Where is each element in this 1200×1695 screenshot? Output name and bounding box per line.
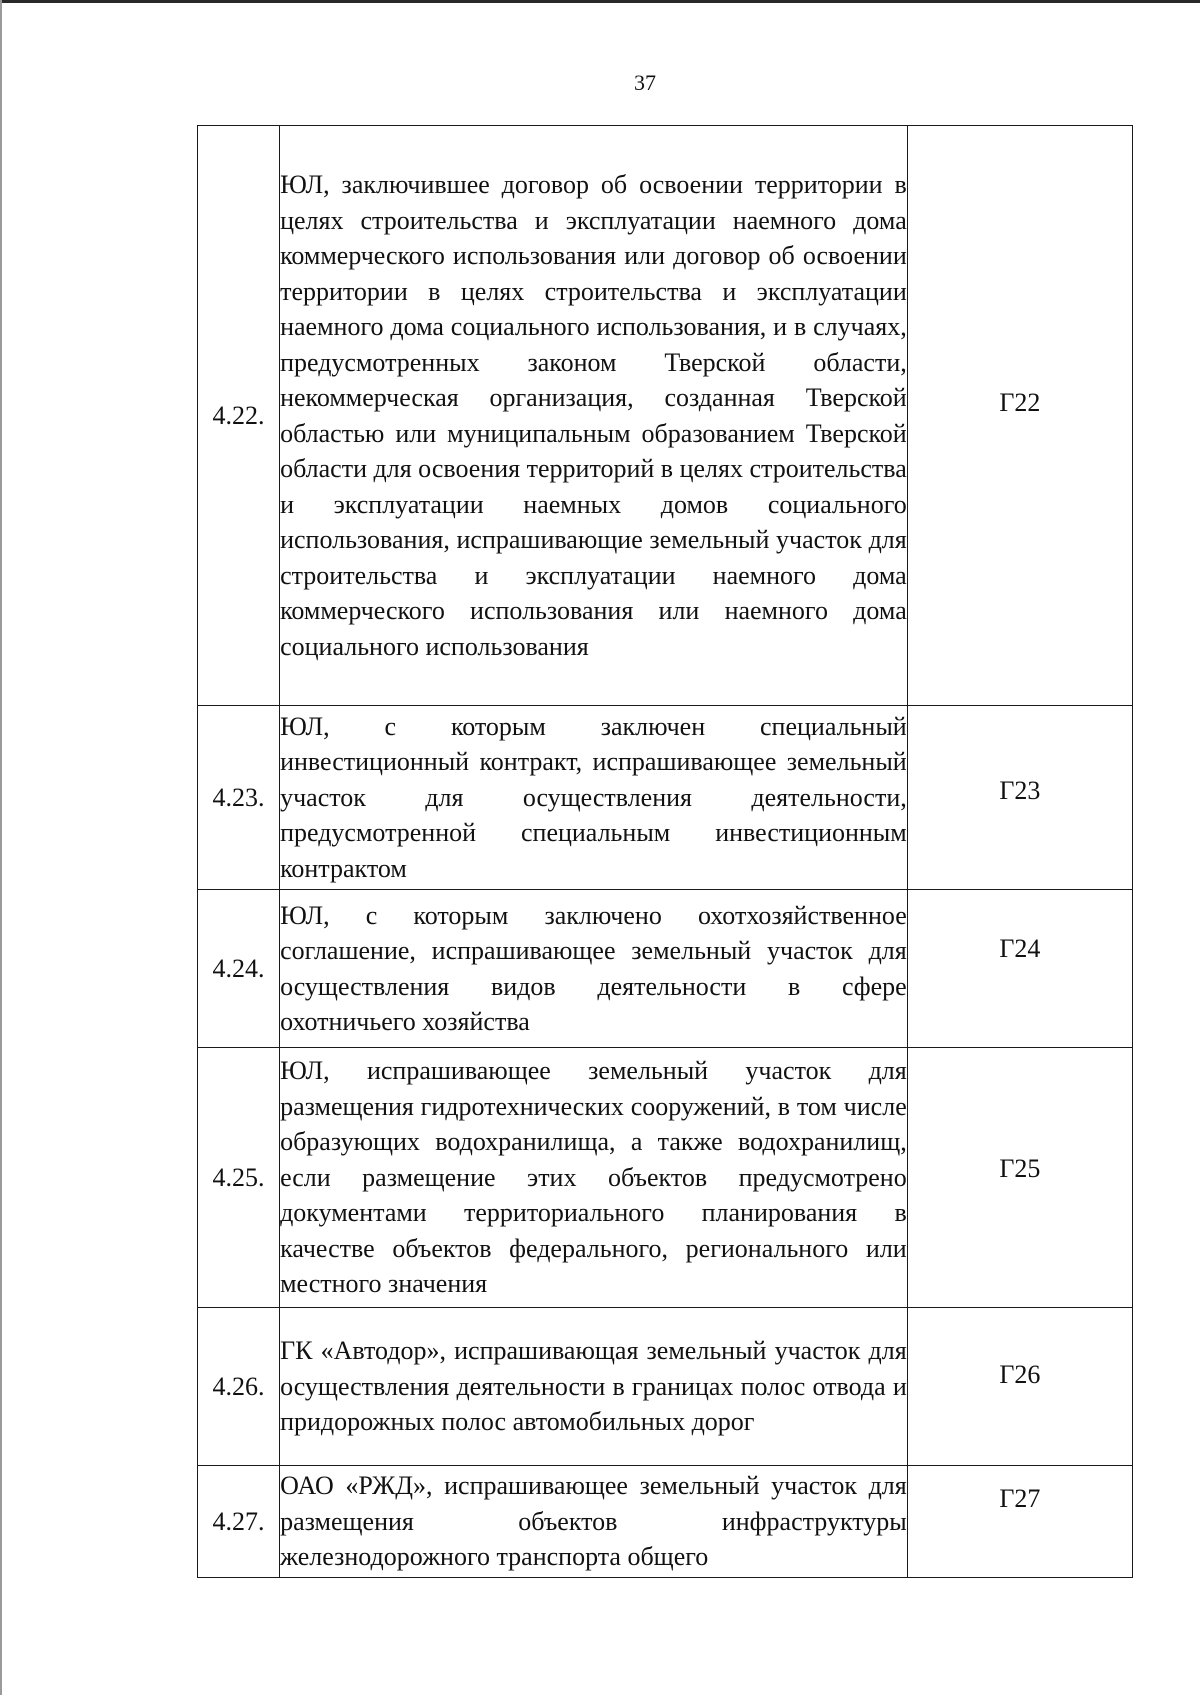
row-code: Г26 xyxy=(907,1308,1132,1466)
row-description: ЮЛ, испрашивающее земельный участок для размещения гидротехнических сооружений, в том числе образующих водохранилища, а также водохранилищ, если размещение этих объектов предусмотрено документами территориального планирования в качестве объектов федерального, регионального или местного значения xyxy=(280,1048,908,1308)
row-number: 4.25. xyxy=(198,1048,280,1308)
row-number: 4.23. xyxy=(198,706,280,890)
applicants-table xyxy=(197,125,1133,1578)
row-description: ЮЛ, с которым заключено охотхозяйственное соглашение, испрашивающее земельный участок для осуществления видов деятельности в сфере охотничьего хозяйства xyxy=(280,890,908,1048)
row-description: ЮЛ, заключившее договор об освоении территории в целях строительства и эксплуатации наемного дома коммерческого использования или договор об освоении территории в целях строительства и эксплуатации наемного дома социального использования, и в случаях, предусмотренных законом Тверской области, некоммерческая организация, созданная Тверской областью или муниципальным образованием Тверской области для освоения территорий в целях строительства и эксплуатации наемных домов социального использования, испрашивающие земельный участок для строительства и эксплуатации наемного дома коммерческого использования или наемного дома социального использования xyxy=(280,126,908,706)
scan-left-edge xyxy=(0,0,2,1695)
row-number: 4.26. xyxy=(198,1308,280,1466)
row-code: Г27 xyxy=(907,1466,1132,1578)
table-row xyxy=(198,890,1133,1048)
row-code: Г22 xyxy=(907,126,1132,706)
row-code: Г25 xyxy=(907,1048,1132,1308)
row-description: ОАО «РЖД», испрашивающее земельный участок для размещения объектов инфраструктуры железнодорожного транспорта общего xyxy=(280,1466,908,1578)
table-row xyxy=(198,1048,1133,1308)
row-code: Г23 xyxy=(907,706,1132,890)
row-code: Г24 xyxy=(907,890,1132,1048)
table-row xyxy=(198,126,1133,706)
row-number: 4.22. xyxy=(198,126,280,706)
row-description: ГК «Автодор», испрашивающая земельный участок для осуществления деятельности в границах полос отвода и придорожных полос автомобильных дорог xyxy=(280,1308,908,1466)
row-number: 4.27. xyxy=(198,1466,280,1578)
table-row xyxy=(198,1466,1133,1578)
table-row xyxy=(198,706,1133,890)
table-row xyxy=(198,1308,1133,1466)
page-number: 37 xyxy=(634,70,656,95)
row-number: 4.24. xyxy=(198,890,280,1048)
row-description: ЮЛ, с которым заключен специальный инвестиционный контракт, испрашивающее земельный участок для осуществления деятельности, предусмотренной специальным инвестиционным контрактом xyxy=(280,706,908,890)
scan-top-edge xyxy=(0,0,1200,3)
